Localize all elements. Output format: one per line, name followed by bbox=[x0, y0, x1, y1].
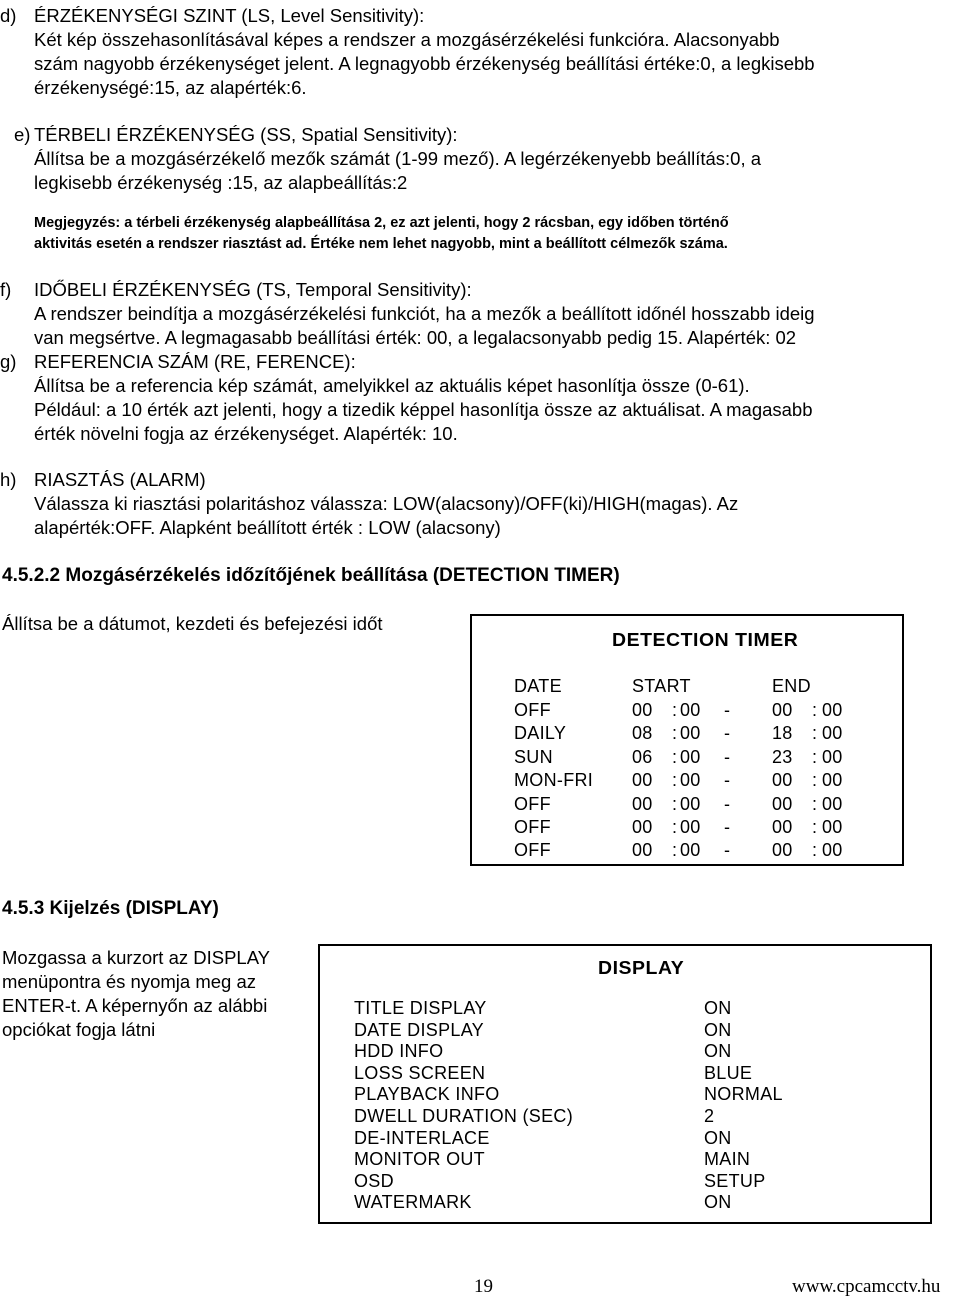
row-date: OFF bbox=[514, 793, 551, 814]
row-start-colon: : bbox=[672, 840, 678, 861]
section-g-line: Például: a 10 érték azt jelenti, hogy a tizedik képpel hasonlítja össze az aktuálisat. A magasabb bbox=[34, 399, 813, 420]
row-end-hour: 00 bbox=[772, 817, 793, 837]
row-date: DAILY bbox=[514, 723, 567, 744]
section-d-line: szám nagyobb érzékenységet jelent. A legnagyobb érzékenység beállítási értéke:0, a legkisebb bbox=[34, 53, 815, 74]
row-start-minute: 00 bbox=[680, 700, 701, 720]
display-option-name: OSD bbox=[354, 1170, 394, 1191]
row-start-colon: : bbox=[672, 700, 678, 720]
row-start-hour: 06 bbox=[632, 746, 653, 767]
row-date: MON-FRI bbox=[514, 770, 594, 791]
display-option-name: DATE DISPLAY bbox=[354, 1019, 484, 1040]
display-intro bbox=[2, 946, 270, 1042]
row-end-hour: 23 bbox=[772, 746, 793, 767]
section-h-line: alapérték:OFF. Alapként beállított érték : LOW (alacsony) bbox=[34, 517, 501, 538]
display-option-name: DE-INTERLACE bbox=[354, 1127, 490, 1148]
row-end-colon: : bbox=[812, 770, 818, 791]
row-end-minute: 00 bbox=[822, 770, 843, 791]
display-option-value: ON bbox=[704, 1041, 732, 1062]
heading-display: 4.5.3 Kijelzés (DISPLAY) bbox=[2, 898, 219, 919]
row-start-minute: 00 bbox=[680, 817, 701, 837]
display-option-value: MAIN bbox=[704, 1149, 751, 1170]
section-e-line: legkisebb érzékenység :15, az alapbeállítás:2 bbox=[34, 172, 408, 193]
display-option-name: HDD INFO bbox=[354, 1041, 444, 1062]
section-g-label: g) bbox=[0, 351, 17, 372]
row-end-colon: : bbox=[812, 746, 818, 767]
section-f-line: van megsértve. A legmagasabb beállítási érték: 00, a legalacsonyabb pedig 15. Alapérték: 02 bbox=[34, 327, 797, 348]
row-end-minute: 00 bbox=[822, 700, 843, 720]
row-dash: - bbox=[724, 840, 731, 861]
section-g-line: Állítsa be a referencia kép számát, amelyikkel az aktuális képet hasonlítja össze (0-61). bbox=[34, 375, 750, 396]
section-d-label: d) bbox=[0, 5, 17, 26]
section-f-line: A rendszer beindítja a mozgásérzékelési funkciót, ha a mezők a beállított időnél hosszabb ideig bbox=[34, 303, 815, 324]
row-date: OFF bbox=[514, 700, 551, 720]
display-option-value: ON bbox=[704, 1019, 732, 1040]
row-end-colon: : bbox=[812, 723, 818, 744]
display-option-value: 2 bbox=[704, 1106, 715, 1126]
row-dash: - bbox=[724, 700, 731, 720]
display-panel bbox=[318, 944, 932, 1224]
header-date: DATE bbox=[514, 676, 562, 696]
section-g-line: érték növelni fogja az érzékenységet. Alapérték: 10. bbox=[34, 423, 458, 444]
row-end-minute: 00 bbox=[822, 793, 843, 814]
row-dash: - bbox=[724, 793, 731, 814]
row-start-colon: : bbox=[672, 793, 678, 814]
detection-timer-panel bbox=[470, 614, 904, 866]
row-start-minute: 00 bbox=[680, 746, 701, 767]
row-start-colon: : bbox=[672, 817, 678, 837]
display-option-name: LOSS SCREEN bbox=[354, 1062, 486, 1083]
note-line: Megjegyzés: a térbeli érzékenység alapbeállítása 2, ez azt jelenti, hogy 2 rácsban, egy időben történő bbox=[34, 215, 729, 231]
display-title: DISPLAY bbox=[598, 958, 685, 978]
header-start: START bbox=[632, 676, 691, 696]
section-e-line: Állítsa be a mozgásérzékelő mezők számát (1-99 mező). A legérzékenyebb beállítás:0, a bbox=[34, 148, 762, 169]
row-start-minute: 00 bbox=[680, 770, 701, 791]
section-f-title: IDŐBELI ÉRZÉKENYSÉG (TS, Temporal Sensitivity): bbox=[34, 279, 472, 300]
section-e-title: TÉRBELI ÉRZÉKENYSÉG (SS, Spatial Sensitivity): bbox=[34, 124, 458, 145]
display-intro-line: opciókat fogja látni bbox=[2, 1019, 156, 1040]
section-d-line: érzékenységé:15, az alapérték:6. bbox=[34, 77, 307, 98]
row-end-minute: 00 bbox=[822, 817, 843, 837]
row-end-hour: 00 bbox=[772, 840, 793, 861]
section-g-title: REFERENCIA SZÁM (RE, FERENCE): bbox=[34, 351, 356, 372]
row-dash: - bbox=[724, 746, 731, 767]
row-end-hour: 18 bbox=[772, 723, 793, 744]
display-option-name: PLAYBACK INFO bbox=[354, 1084, 500, 1105]
display-option-value: ON bbox=[704, 1127, 732, 1148]
row-end-colon: : bbox=[812, 840, 818, 861]
row-end-hour: 00 bbox=[772, 700, 793, 720]
display-option-name: DWELL DURATION (SEC) bbox=[354, 1106, 574, 1126]
display-option-value: ON bbox=[704, 1192, 732, 1213]
row-end-colon: : bbox=[812, 817, 818, 837]
detection-timer-title: DETECTION TIMER bbox=[612, 630, 799, 650]
row-start-minute: 00 bbox=[680, 840, 701, 861]
row-end-minute: 00 bbox=[822, 746, 843, 767]
row-date: SUN bbox=[514, 746, 553, 767]
row-end-colon: : bbox=[812, 700, 818, 720]
row-date: OFF bbox=[514, 817, 551, 837]
display-option-name: MONITOR OUT bbox=[354, 1149, 485, 1170]
row-dash: - bbox=[724, 723, 731, 744]
row-start-minute: 00 bbox=[680, 723, 701, 744]
row-start-colon: : bbox=[672, 723, 678, 744]
note bbox=[34, 213, 729, 255]
row-start-minute: 00 bbox=[680, 793, 701, 814]
row-dash: - bbox=[724, 817, 731, 837]
display-option-value: SETUP bbox=[704, 1170, 766, 1191]
heading-detection-timer: 4.5.2.2 Mozgásérzékelés időzítőjének beállítása (DETECTION TIMER) bbox=[2, 565, 620, 586]
row-start-hour: 00 bbox=[632, 793, 653, 814]
row-start-hour: 00 bbox=[632, 700, 653, 720]
section-h-label: h) bbox=[0, 469, 17, 490]
website-url: www.cpcamcctv.hu bbox=[792, 1276, 941, 1297]
row-end-colon: : bbox=[812, 793, 818, 814]
row-dash: - bbox=[724, 770, 731, 791]
row-start-colon: : bbox=[672, 746, 678, 767]
section-e-label: e) bbox=[14, 124, 31, 145]
section-h-title: RIASZTÁS (ALARM) bbox=[34, 469, 206, 490]
row-start-colon: : bbox=[672, 770, 678, 791]
display-option-value: BLUE bbox=[704, 1062, 753, 1083]
header-end: END bbox=[772, 676, 811, 696]
display-intro-line: Mozgassa a kurzort az DISPLAY bbox=[2, 947, 271, 968]
row-end-hour: 00 bbox=[772, 793, 793, 814]
row-end-minute: 00 bbox=[822, 840, 843, 861]
row-date: OFF bbox=[514, 840, 551, 861]
display-option-value: ON bbox=[704, 998, 732, 1018]
row-start-hour: 00 bbox=[632, 840, 653, 861]
display-intro-line: ENTER-t. A képernyőn az alábbi bbox=[2, 995, 268, 1016]
row-end-hour: 00 bbox=[772, 770, 793, 791]
section-d-line: Két kép összehasonlításával képes a rendszer a mozgásérzékelési funkcióra. Alacsonyabb bbox=[34, 29, 780, 50]
section-h-line: Válassza ki riasztási polaritáshoz válassza: LOW(alacsony)/OFF(ki)/HIGH(magas). Az bbox=[34, 493, 739, 514]
display-intro-line: menüpontra és nyomja meg az bbox=[2, 971, 256, 992]
page-number: 19 bbox=[474, 1276, 493, 1297]
row-start-hour: 00 bbox=[632, 770, 653, 791]
row-start-hour: 00 bbox=[632, 817, 653, 837]
display-option-value: NORMAL bbox=[704, 1084, 783, 1105]
note-line: aktivitás esetén a rendszer riasztást ad. Értéke nem lehet nagyobb, mint a beállított célmezők száma. bbox=[34, 236, 728, 252]
timer-intro: Állítsa be a dátumot, kezdeti és befejezési időt bbox=[2, 613, 383, 634]
display-option-name: TITLE DISPLAY bbox=[354, 998, 487, 1018]
row-start-hour: 08 bbox=[632, 723, 653, 744]
row-end-minute: 00 bbox=[822, 723, 843, 744]
section-f-label: f) bbox=[0, 279, 12, 300]
section-d-title: ÉRZÉKENYSÉGI SZINT (LS, Level Sensitivity): bbox=[34, 5, 425, 26]
display-option-name: WATERMARK bbox=[354, 1192, 472, 1213]
